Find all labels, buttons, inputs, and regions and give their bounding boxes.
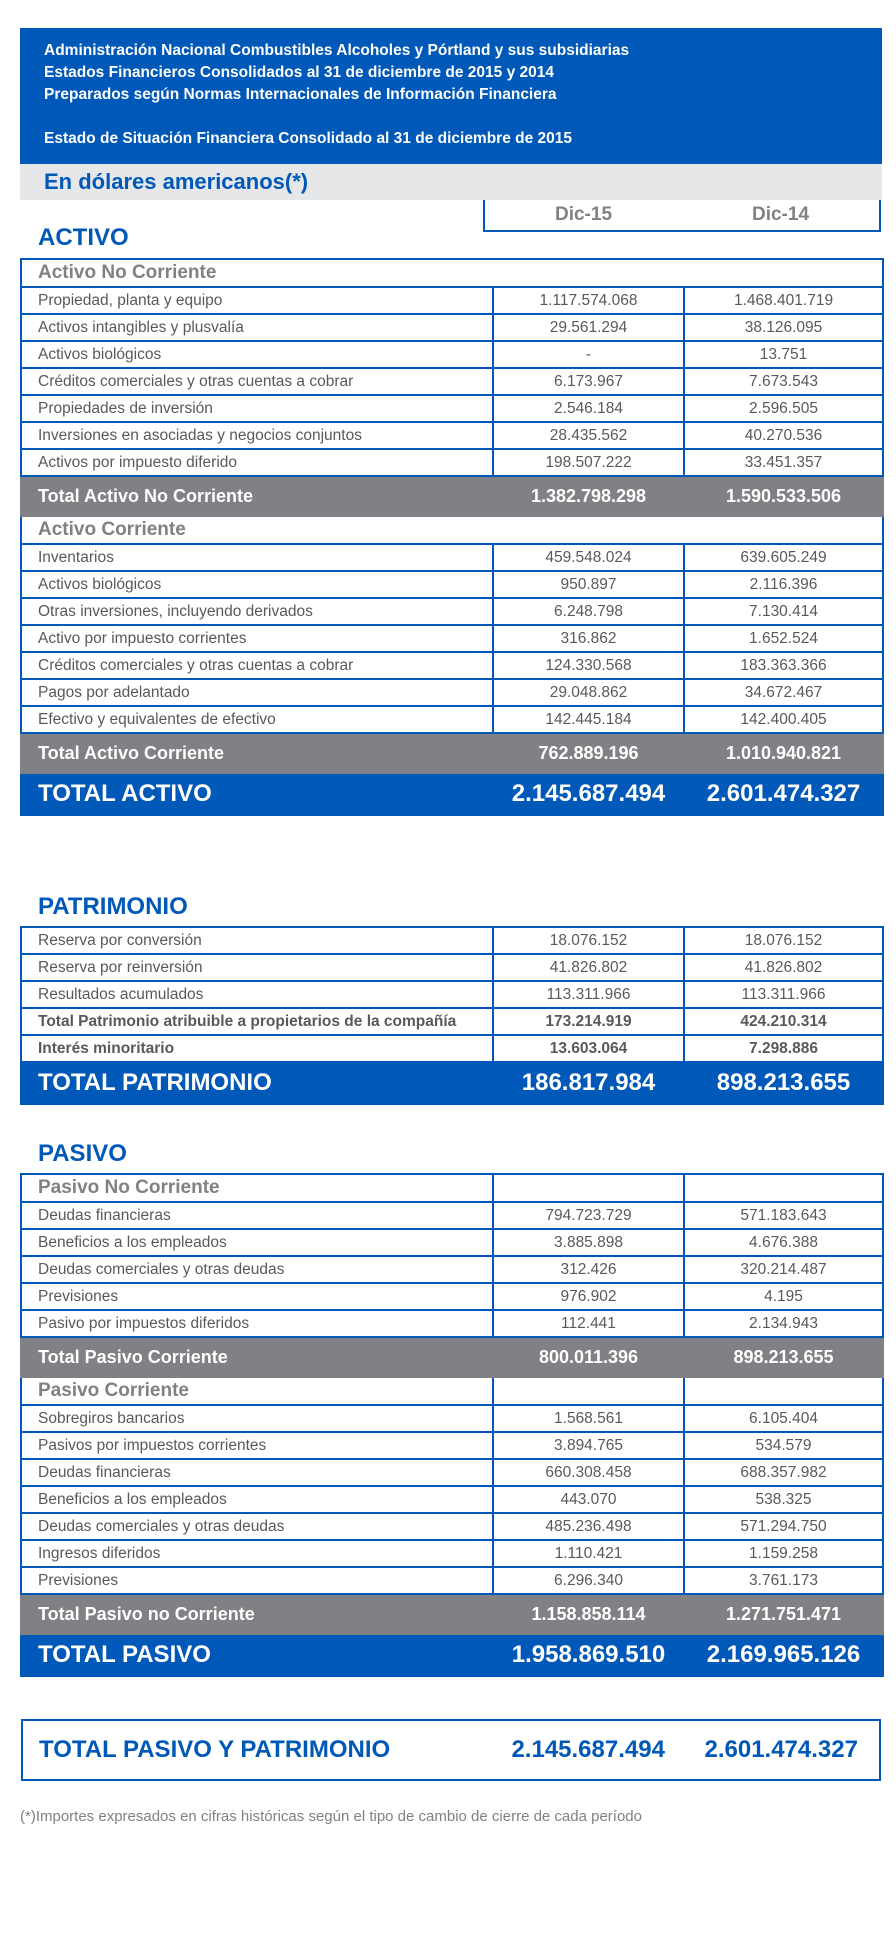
activo-table	[20, 258, 884, 816]
currency-note: En dólares americanos(*)	[20, 164, 882, 200]
table-row: Pagos por adelantado 29.048.862 34.672.467	[21, 679, 883, 706]
table-row: Beneficios a los empleados 443.070 538.325	[21, 1486, 883, 1513]
column-headers	[483, 200, 881, 232]
table-row: Ingresos diferidos 1.110.421 1.159.258	[21, 1540, 883, 1567]
section-title-activo: ACTIVO	[38, 224, 129, 251]
table-row: Previsiones 6.296.340 3.761.173	[21, 1567, 883, 1594]
table-row: Inversiones en asociadas y negocios conjuntos 28.435.562 40.270.536	[21, 422, 883, 449]
report-header	[20, 28, 882, 164]
table-row: Activos intangibles y plusvalía 29.561.294 38.126.095	[21, 314, 883, 341]
table-row: Créditos comerciales y otras cuentas a cobrar 124.330.568 183.363.366	[21, 652, 883, 679]
table-row: Otras inversiones, incluyendo derivados 6.248.798 7.130.414	[21, 598, 883, 625]
table-row: Reserva por reinversión 41.826.802 41.826.802	[21, 954, 883, 981]
section-title-pasivo: PASIVO	[38, 1140, 127, 1167]
table-row: Beneficios a los empleados 3.885.898 4.676.388	[21, 1229, 883, 1256]
grand-total-activo: TOTAL ACTIVO 2.145.687.494 2.601.474.327	[21, 773, 883, 815]
grand-total-pasivo: TOTAL PASIVO 1.958.869.510 2.169.965.126	[21, 1634, 883, 1676]
total-row-activo-no-corriente: Total Activo No Corriente 1.382.798.298 1.590.533.506	[21, 476, 883, 516]
table-row: Propiedad, planta y equipo 1.117.574.068 1.468.401.719	[21, 287, 883, 314]
table-row: Reserva por conversión 18.076.152 18.076.152	[21, 927, 883, 954]
footnote: (*)Importes expresados en cifras históricas según el tipo de cambio de cierre de cada período	[20, 1808, 642, 1825]
table-row: Inventarios 459.548.024 639.605.249	[21, 544, 883, 571]
table-row: Deudas comerciales y otras deudas 485.236.498 571.294.750	[21, 1513, 883, 1540]
group-activo-no-corriente: Activo No Corriente	[21, 259, 883, 287]
header-company: Administración Nacional Combustibles Alcoholes y Pórtland y sus subsidiarias	[44, 42, 630, 59]
table-row-bold: Interés minoritario 13.603.064 7.298.886	[21, 1035, 883, 1062]
header-standards: Preparados según Normas Internacionales de Información Financiera	[44, 86, 557, 103]
table-row: Resultados acumulados 113.311.966 113.311.966	[21, 981, 883, 1008]
grand-total-patrimonio: TOTAL PATRIMONIO 186.817.984 898.213.655	[21, 1062, 883, 1104]
table-row: Propiedades de inversión 2.546.184 2.596.505	[21, 395, 883, 422]
patrimonio-table	[20, 926, 884, 1105]
table-row: Activos biológicos - 13.751	[21, 341, 883, 368]
total-pasivo-y-patrimonio	[21, 1719, 881, 1781]
total-row-activo-corriente: Total Activo Corriente 762.889.196 1.010.940.821	[21, 733, 883, 773]
group-activo-corriente: Activo Corriente	[21, 516, 883, 544]
table-row: Deudas financieras 794.723.729 571.183.643	[21, 1202, 883, 1229]
section-title-patrimonio: PATRIMONIO	[38, 893, 188, 920]
group-pasivo-corriente: Pasivo Corriente	[21, 1377, 883, 1405]
table-row: Créditos comerciales y otras cuentas a cobrar 6.173.967 7.673.543	[21, 368, 883, 395]
table-row: Pasivos por impuestos corrientes 3.894.765 534.579	[21, 1432, 883, 1459]
table-row: Activos biológicos 950.897 2.116.396	[21, 571, 883, 598]
table-row: Efectivo y equivalentes de efectivo 142.445.184 142.400.405	[21, 706, 883, 733]
table-row: Sobregiros bancarios 1.568.561 6.105.404	[21, 1405, 883, 1432]
total-row-pasivo-corriente: Total Pasivo no Corriente 1.158.858.114 1.271.751.471	[21, 1594, 883, 1634]
header-statements: Estados Financieros Consolidados al 31 de diciembre de 2015 y 2014	[44, 64, 554, 81]
final-total-dic15: 2.145.687.494	[511, 1736, 665, 1763]
table-row: Previsiones 976.902 4.195	[21, 1283, 883, 1310]
table-row: Activo por impuesto corrientes 316.862 1.652.524	[21, 625, 883, 652]
column-header-dic15: Dic-15	[554, 204, 613, 225]
table-row-bold: Total Patrimonio atribuible a propietarios de la compañía 173.214.919 424.210.314	[21, 1008, 883, 1035]
table-row: Pasivo por impuestos diferidos 112.441 2.134.943	[21, 1310, 883, 1337]
header-statement-title: Estado de Situación Financiera Consolidado al 31 de diciembre de 2015	[44, 130, 573, 147]
pasivo-table	[20, 1173, 884, 1677]
table-row: Activos por impuesto diferido 198.507.222 33.451.357	[21, 449, 883, 476]
table-row: Deudas comerciales y otras deudas 312.426 320.214.487	[21, 1256, 883, 1283]
total-row-pasivo-no-corriente: Total Pasivo Corriente 800.011.396 898.213.655	[21, 1337, 883, 1377]
final-total-label: TOTAL PASIVO Y PATRIMONIO	[39, 1736, 391, 1763]
column-header-dic14: Dic-14	[751, 204, 810, 225]
table-row: Deudas financieras 660.308.458 688.357.982	[21, 1459, 883, 1486]
final-total-dic14: 2.601.474.327	[704, 1736, 858, 1763]
group-pasivo-no-corriente: Pasivo No Corriente	[21, 1174, 883, 1202]
